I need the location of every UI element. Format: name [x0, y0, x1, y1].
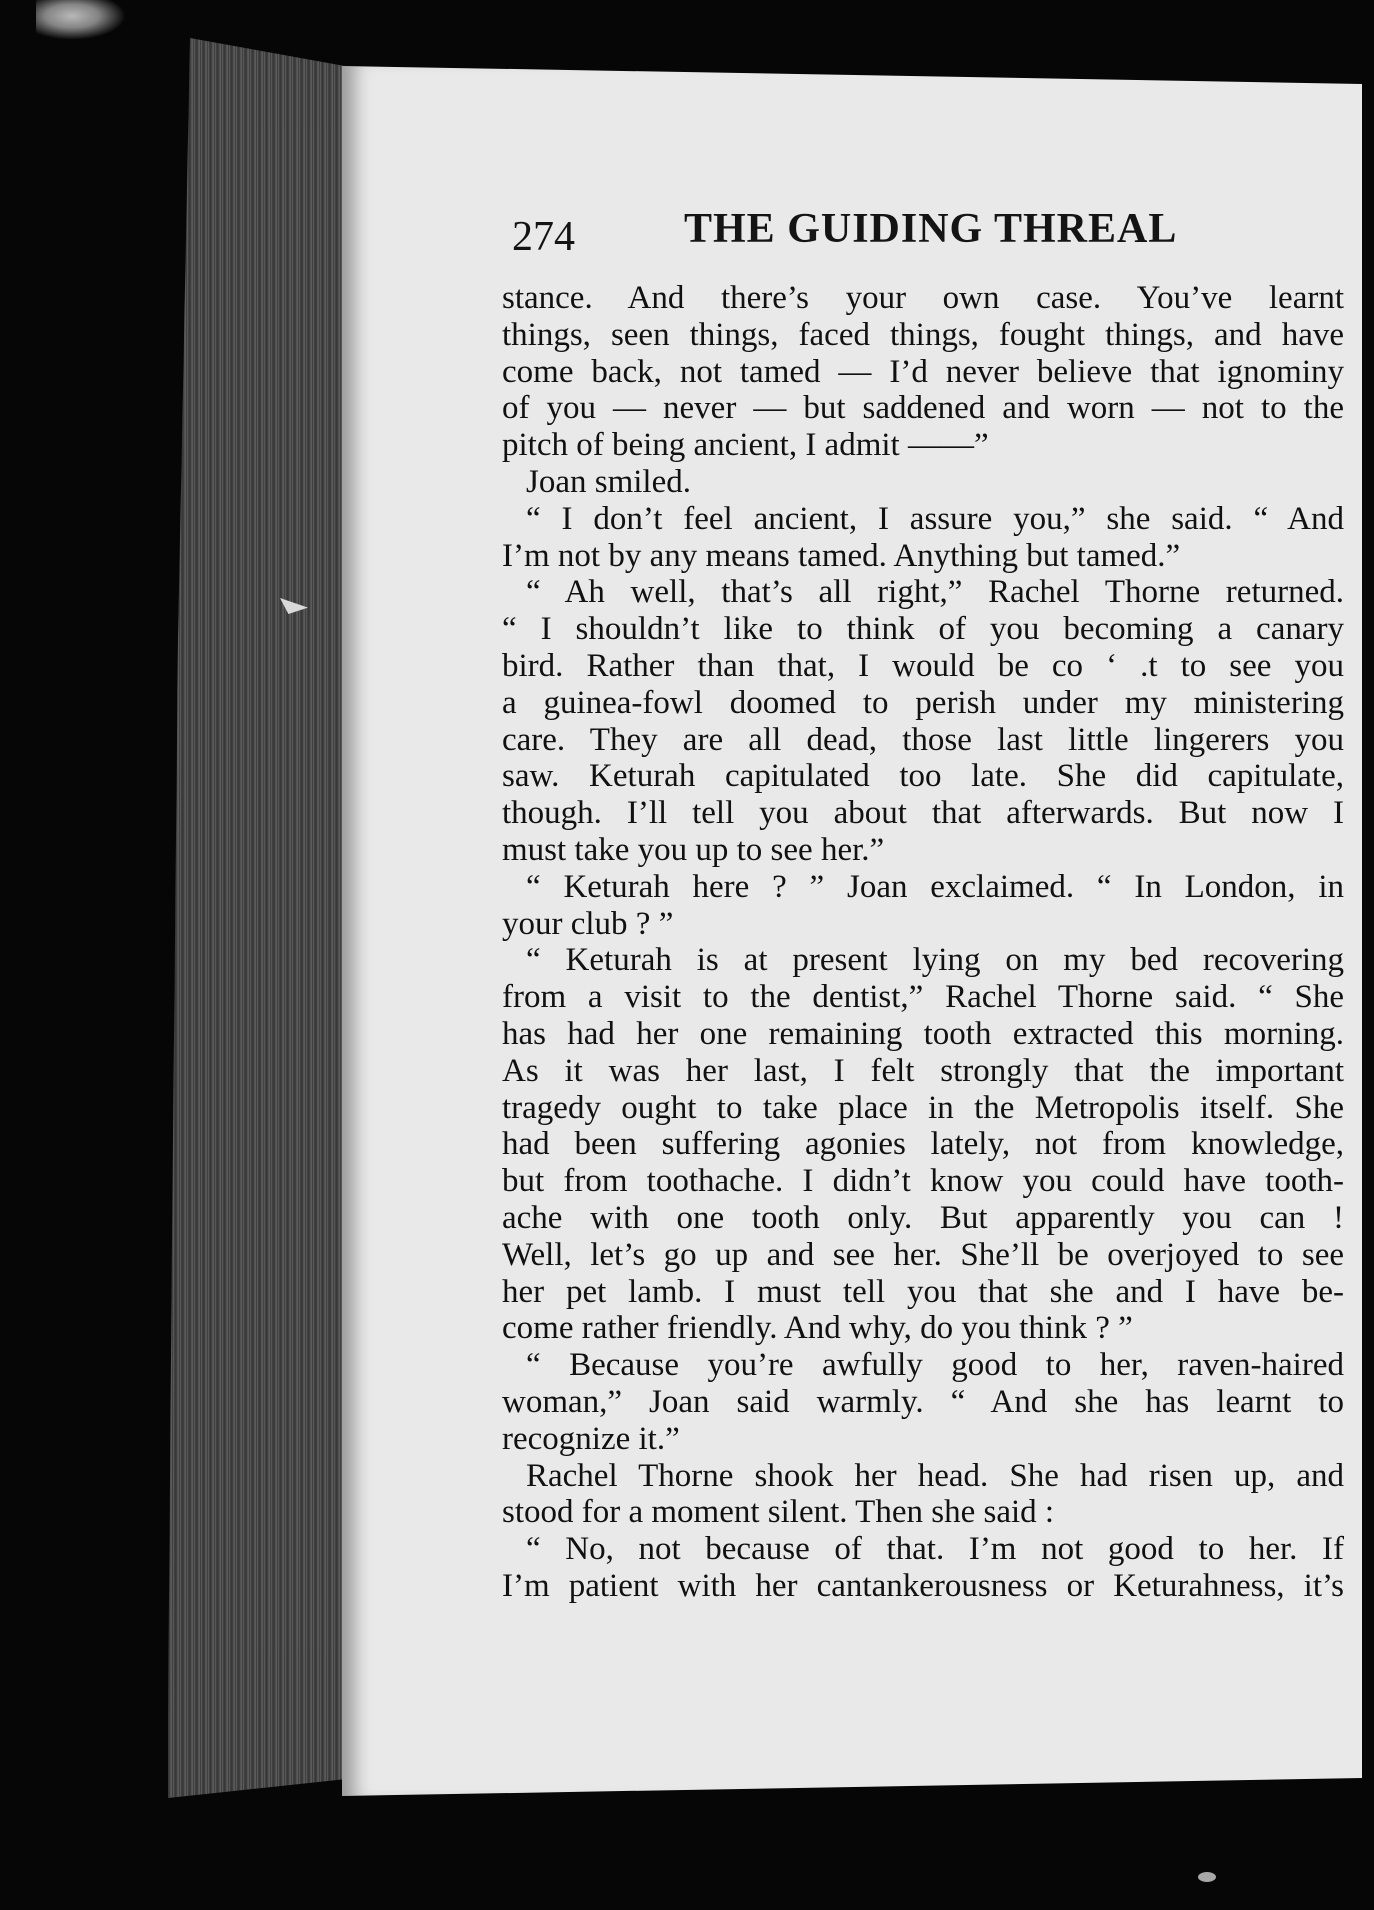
text-line: though. I’ll tell you about that afterwards. But now I: [502, 795, 1344, 832]
text-line: from a visit to the dentist,” Rachel Thorne said. “ She: [502, 979, 1344, 1016]
text-line: woman,” Joan said warmly. “ And she has learnt to: [502, 1383, 1344, 1420]
text-line: “ I don’t feel ancient, I assure you,” she said. “ And: [526, 500, 1344, 537]
text-line: recognize it.”: [502, 1420, 680, 1457]
text-line: come back, not tamed — I’d never believe that ignominy: [502, 353, 1344, 390]
scan-artifact-speck: [1198, 1872, 1216, 1882]
text-line: As it was her last, I felt strongly that the important: [502, 1052, 1344, 1089]
text-line: things, seen things, faced things, fought things, and have: [502, 316, 1344, 353]
text-line: your club ? ”: [502, 905, 674, 942]
text-line: Joan smiled.: [526, 463, 691, 500]
text-line: “ Because you’re awfully good to her, raven-haired: [526, 1347, 1344, 1384]
text-line: Rachel Thorne shook her head. She had risen up, and: [526, 1457, 1344, 1494]
text-line: pitch of being ancient, I admit ——”: [502, 427, 989, 464]
text-line: tragedy ought to take place in the Metropolis itself. She: [502, 1089, 1344, 1126]
text-line: “ I shouldn’t like to think of you becoming a canary: [502, 611, 1344, 648]
text-line: come rather friendly. And why, do you think ? ”: [502, 1310, 1133, 1347]
text-line: “ No, not because of that. I’m not good to her. If: [526, 1531, 1344, 1568]
text-line: I’m patient with her cantankerousness or Keturahness, it’s: [502, 1567, 1344, 1604]
text-line: her pet lamb. I must tell you that she and I have be-: [502, 1273, 1344, 1310]
page-header: [512, 205, 1212, 265]
text-line: “ Keturah here ? ” Joan exclaimed. “ In London, in: [526, 868, 1344, 905]
text-line: a guinea-fowl doomed to perish under my ministering: [502, 684, 1344, 721]
book-page-edges: [168, 38, 356, 1798]
text-line: of you — never — but saddened and worn — not to the: [502, 390, 1344, 427]
text-line: must take you up to see her.”: [502, 831, 885, 868]
text-line: I’m not by any means tamed. Anything but tamed.”: [502, 537, 1181, 574]
text-line: “ Keturah is at present lying on my bed recovering: [526, 942, 1344, 979]
page-number: 274: [512, 214, 575, 260]
text-line: ache with one tooth only. But apparently you can !: [502, 1199, 1344, 1236]
text-line: had been suffering agonies lately, not from knowledge,: [502, 1126, 1344, 1163]
text-line: stance. And there’s your own case. You’ve learnt: [502, 280, 1344, 316]
running-title: THE GUIDING THREAL: [684, 206, 1178, 252]
text-line: stood for a moment silent. Then she said :: [502, 1494, 1055, 1531]
text-line: Well, let’s go up and see her. She’ll be overjoyed to see: [502, 1236, 1344, 1273]
text-line: has had her one remaining tooth extracted this morning.: [502, 1015, 1344, 1052]
text-line: saw. Keturah capitulated too late. She did capitulate,: [502, 758, 1344, 795]
text-line: care. They are all dead, those last little lingerers you: [502, 721, 1344, 758]
text-line: bird. Rather than that, I would be co ‘ .t to see you: [502, 647, 1344, 684]
page-body-text: [502, 280, 1344, 1605]
text-line: “ Ah well, that’s all right,” Rachel Thorne returned.: [526, 574, 1344, 611]
scan-artifact-speck: [36, 0, 126, 40]
text-line: but from toothache. I didn’t know you could have tooth-: [502, 1163, 1344, 1200]
